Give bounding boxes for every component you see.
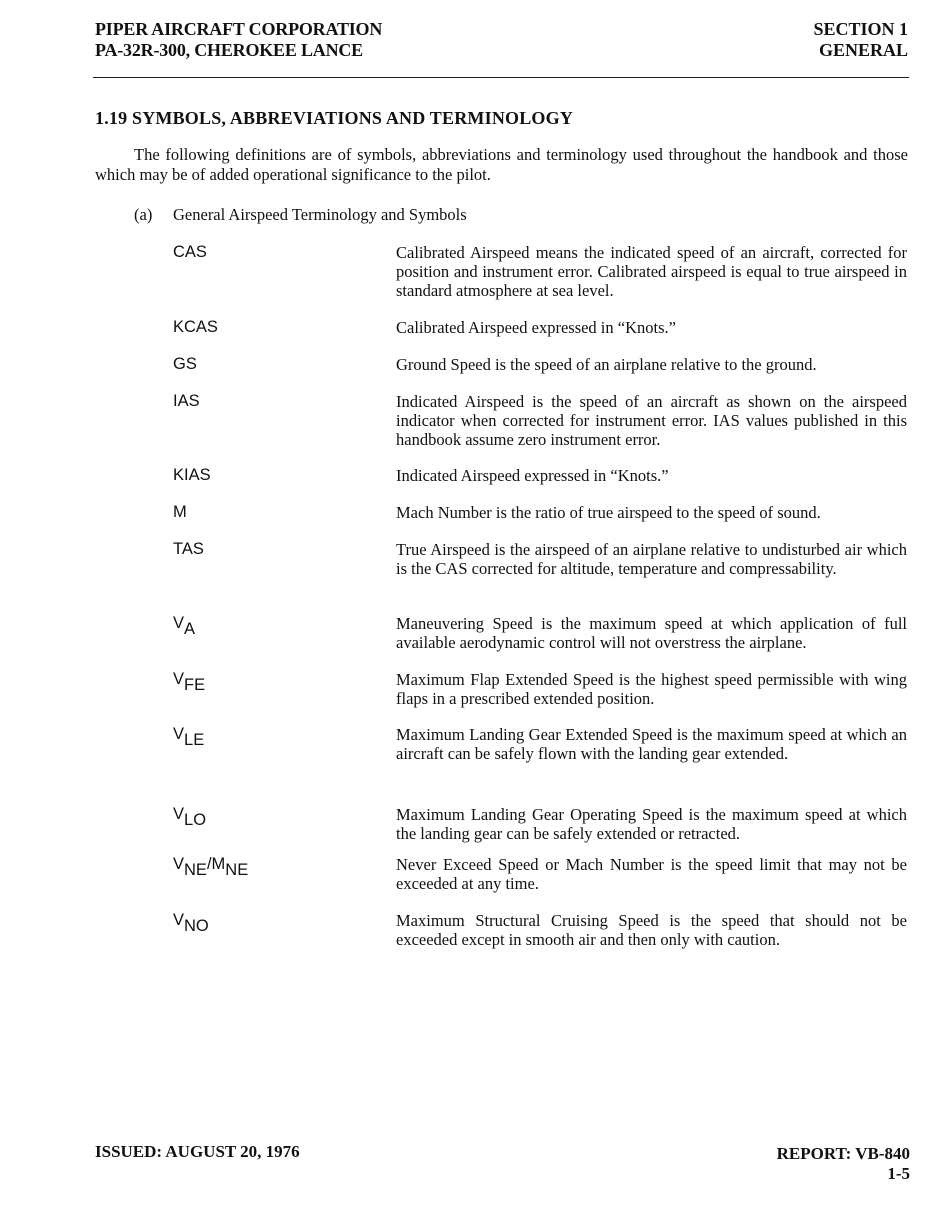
term-definition: Maximum Landing Gear Extended Speed is the maximum speed at which an aircraft can be safely flown with the landing gear extended. xyxy=(396,725,907,763)
term-symbol: $V_{NO}$ xyxy=(173,911,209,935)
term-symbol: GS xyxy=(173,355,197,373)
term-symbol: $V_A$ xyxy=(173,614,196,638)
issued-date: ISSUED: AUGUST 20, 1976 xyxy=(95,1142,300,1161)
term-symbol: $V_{LO}$ xyxy=(173,805,207,829)
term-symbol: KCAS xyxy=(173,318,218,336)
subsection-label: (a) xyxy=(134,205,153,224)
term-symbol: CAS xyxy=(173,243,207,261)
section-number: SECTION 1 xyxy=(813,19,908,39)
subsection-title: General Airspeed Terminology and Symbols xyxy=(173,205,467,224)
term-definition: Calibrated Airspeed expressed in “Knots.” xyxy=(396,318,676,337)
aircraft-model: PA-32R-300, CHEROKEE LANCE xyxy=(95,40,363,60)
section-name: GENERAL xyxy=(818,40,908,60)
company-name: PIPER AIRCRAFT CORPORATION xyxy=(95,19,383,39)
page-header-right xyxy=(813,19,908,61)
term-definition: Never Exceed Speed or Mach Number is the speed limit that may not be exceeded at any time. xyxy=(396,855,907,893)
term-definition: Maximum Structural Cruising Speed is the speed that should not be exceeded except in smooth air and then only with caution. xyxy=(396,911,907,949)
header-divider xyxy=(93,77,909,78)
page-number: 1-5 xyxy=(887,1164,910,1183)
term-symbol: TAS xyxy=(173,540,204,558)
intro-paragraph xyxy=(95,145,908,185)
term-definition: Maximum Landing Gear Operating Speed is the maximum speed at which the landing gear can be safely extended or retracted. xyxy=(396,805,907,843)
term-definition: Maneuvering Speed is the maximum speed at which application of full available aerodynamic control will not overstress the airplane. xyxy=(396,614,907,652)
term-definition: Mach Number is the ratio of true airspeed to the speed of sound. xyxy=(396,503,821,522)
page-footer-right xyxy=(777,1144,910,1184)
section-title: 1.19 SYMBOLS, ABBREVIATIONS AND TERMINOLOGY xyxy=(95,108,574,128)
term-symbol: $V_{LE}$ xyxy=(173,725,205,749)
term-symbol: $V_{NE}/M_{NE}$ xyxy=(173,855,249,879)
term-symbol: KIAS xyxy=(173,466,211,484)
term-definition: Indicated Airspeed is the speed of an aircraft as shown on the airspeed indicator when corrected for instrument error. IAS values published in this handbook assume zero instrument error. xyxy=(396,392,907,449)
term-definition: Calibrated Airspeed means the indicated speed of an aircraft, corrected for position and instrument error. Calibrated airspeed is equal to true airspeed in standard atmosphere at sea level. xyxy=(396,243,907,300)
term-symbol: $V_{FE}$ xyxy=(173,670,206,694)
term-symbol: M xyxy=(173,503,187,521)
report-number: REPORT: VB-840 xyxy=(776,1144,910,1163)
term-definition: Maximum Flap Extended Speed is the highest speed permissible with wing flaps in a prescribed extended position. xyxy=(396,670,907,708)
term-symbol: IAS xyxy=(173,392,200,410)
page-header-left xyxy=(95,19,382,61)
subsection-heading xyxy=(134,205,467,225)
term-definition: Indicated Airspeed expressed in “Knots.” xyxy=(396,466,669,485)
intro-text: The following definitions are of symbols, abbreviations and terminology used throughout the handbook and those which may be of added operational significance to the pilot. xyxy=(95,145,908,184)
term-definition: Ground Speed is the speed of an airplane relative to the ground. xyxy=(396,355,817,374)
term-definition: True Airspeed is the airspeed of an airplane relative to undisturbed air which is the CAS corrected for altitude, temperature and compressability. xyxy=(396,540,907,578)
